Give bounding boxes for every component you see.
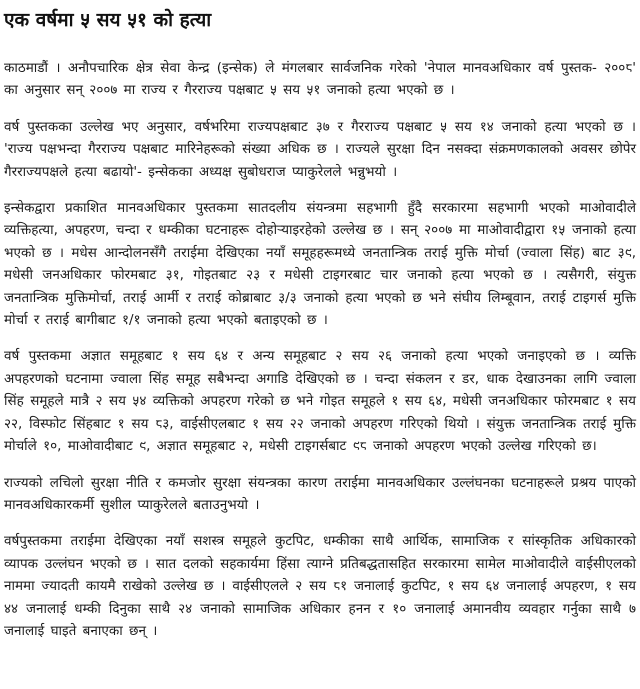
article-paragraph-lead: काठमाडौं । अनौपचारिक क्षेत्र सेवा केन्द्र (इन्सेक) ले मंगलबार सार्वजनिक गरेको 'नेपाल मानवअधिकार वर्ष पुस्तक- २००८' का अनुसार सन् २००७ मा राज्य र गैरराज्य पक्षबाट ५ सय ५१ जनाको हत्या भएको छ ।: [4, 60, 636, 99]
article-paragraph: वर्ष पुस्तकमा अज्ञात समूहबाट १ सय ६४ र अन्य समूहबाट २ सय २६ जनाको हत्या भएको जनाइएको छ । व्यक्ति अपहरणको घटनामा ज्वाला सिंह समूह सबैभन्दा अगाडि देखिएको छ । चन्दा संकलन र डर, धाक देखाउनका लागि ज्वाला सिंह समूहले मात्रै २ सय ५४ व्यक्तिको अपहरण गरेको छ भने गोइत समूहले १ सय ६४, मधेसी जनअधिकार फोरमबाट १ सय २२, विस्फोट सिंहबाट १ सय ८३, वाईसीएलबाट १ सय २२ जनाको अपहरण गरिएको थियो । संयुक्त जनतान्त्रिक तराई मुक्ति मोर्चाले १०, माओवादीबाट ९, अज्ञात समूहबाट २, मधेसी टाइगर्सबाट ९८ जनाको अपहरण भएको उल्लेख गरिएको छ।: [4, 348, 636, 455]
article-paragraph: वर्ष पुस्तकका उल्लेख भए अनुसार, वर्षभरिमा राज्यपक्षबाट ३७ र गैरराज्य पक्षबाट ५ सय १४ जनाको हत्या भएको छ । 'राज्य पक्षभन्दा गैरराज्य पक्षबाट मारिनेहरूको संख्या अधिक छ । राज्यले सुरक्षा दिन नसक्दा संक्रमणकालको अवसर छोपेर गैरराज्यपक्षले हत्या बढायो'- इन्सेकका अध्यक्ष सुबोधराज प्याकुरेलले भन्नुभयो ।: [4, 118, 636, 180]
article-paragraph: राज्यको लचिलो सुरक्षा नीति र कमजोर सुरक्षा संयन्त्रका कारण तराईमा मानवअधिकार उल्लंघनका घटनाहरूले प्रश्रय पाएको मानवअधिकारकर्मी सुशील प्याकुरेलले बताउनुभयो ।: [4, 474, 636, 513]
article-paragraph: इन्सेकद्वारा प्रकाशित मानवअधिकार पुस्तकमा सातदलीय संयन्त्रमा सहभागी हुँदै सरकारमा सहभागी भएको माओवादीले व्यक्तिहत्या, अपहरण, चन्दा र धम्कीका घटनाहरू दोहोऱ्याइरहेको उल्लेख छ । सन् २००७ मा माओवादीद्वारा १५ जनाको हत्या भएको छ । मधेस आन्दोलनसँगै तराईमा देखिएका नयाँ समूहहरूमध्ये जनतान्त्रिक तराई मुक्ति मोर्चा (ज्वाला सिंह) बाट ३९, मधेसी जनअधिकार फोरमबाट ३१, गोइतबाट २३ र मधेसी टाइगरबाट चार जनाको हत्या भएको छ । त्यसैगरी, संयुक्त जनतान्त्रिक मुक्तिमोर्चा, तराई आर्मी र तराई कोब्राबाट ३/३ जनाको हत्या भएको छ भने संघीय लिम्बूवान, तराई टाइगर्स मुक्ति मोर्चा र तराई बागीबाट १/१ जनाको हत्या भएको बताइएको छ ।: [4, 200, 636, 329]
article-paragraph: वर्षपुस्तकमा तराईमा देखिएका नयाँ सशस्त्र समूहले कुटपिट, धम्कीका साथै आर्थिक, सामाजिक र सांस्कृतिक अधिकारको व्यापक उल्लंघन भएको छ । सात दलको सहकार्यमा हिंसा त्याग्ने प्रतिबद्धतासहित सरकारमा सामेल माओवादीले वाईसीएलको नाममा ज्यादती कायमै राखेको उल्लेख छ । वाईसीएलले २ सय ८१ जनालाई कुटपिट, १ सय ६४ जनालाई अपहरण, १ सय ४४ जनालाई धम्की दिनुका साथै २४ जनाको सामाजिक अधिकार हनन र १० जनालाई अमानवीय व्यवहार गर्नुका साथै ७ जनालाई घाइते बनाएका छन् ।: [4, 533, 636, 639]
article-headline: एक वर्षमा ५ सय ५१ को हत्या: [4, 9, 212, 31]
